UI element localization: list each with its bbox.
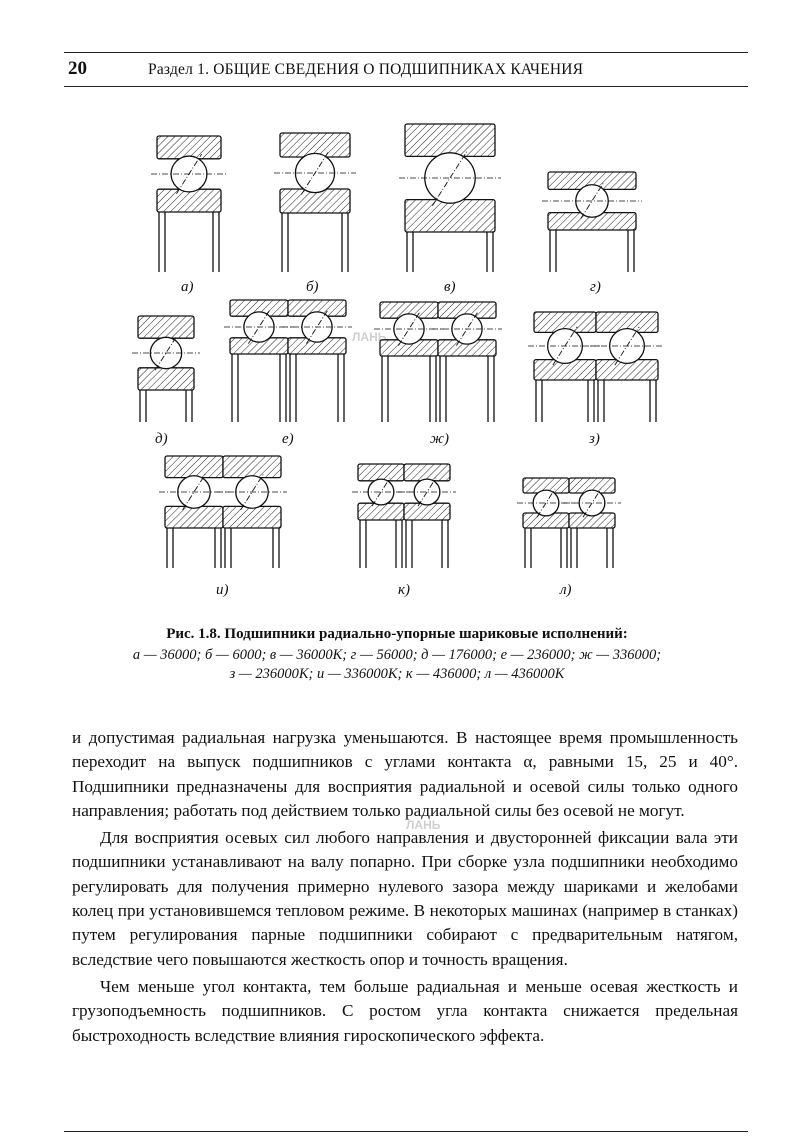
figure-caption-line-2: з — 236000К; и — 336000К; к — 436000; л — 436000К — [229, 666, 565, 682]
watermark-logo-figure — [352, 330, 386, 344]
paragraph-1: и допустимая радиальная нагрузка уменьшаются. В настоящее время промышленность переходит на выпуск подшипников с углами контакта α, равными 15, 25 и 40°. Подшипники предназначены для восприятия радиальной и осевой силы только одного направления; работать под действием только радиальной силы без осевой не могут. — [72, 728, 738, 820]
figure-label-b: б) — [306, 279, 319, 295]
bearing-i-1-inner-ring — [165, 506, 223, 528]
bearing-d-outer-ring — [138, 316, 194, 338]
bearing-i-2-outer-ring — [223, 456, 281, 478]
bearing-k-2-outer-ring — [404, 464, 450, 481]
figure-caption-title: Рис. 1.8. Подшипники радиально-упорные шариковые исполнений: — [166, 626, 628, 642]
header-rule — [64, 52, 748, 53]
footer-rule — [64, 1131, 748, 1132]
bearing-k-2-inner-ring — [404, 503, 450, 520]
page-number: 20 — [68, 58, 87, 79]
figure-caption-line-1: а — 36000; б — 6000; в — 36000К; г — 56000; д — 176000; е — 236000; ж — 336000; — [132, 647, 662, 663]
bearing-k-1-inner-ring — [358, 503, 404, 520]
figure-label-a: а) — [181, 279, 194, 295]
bearing-v-inner-ring — [405, 200, 495, 232]
figure-label-g: г) — [590, 279, 601, 295]
figure-label-z: з) — [589, 431, 600, 447]
figure-label-k: к) — [398, 582, 411, 598]
figure-label-d: д) — [155, 431, 168, 447]
bearing-a-outer-ring — [157, 136, 221, 159]
paragraph-2: Для восприятия осевых сил любого направления и двусторонней фиксации вала эти подшипники устанавливают на валу попарно. При сборке узла подшипники необходимо регулировать для получения примерно нулевого зазора между шариками и желобами колец при установившемся тепловом режиме. В некоторых машинах (например в станках) путем регулирования парные подшипники собирают с предварительным натягом, вследствие чего повышаются жесткость опор и точность вращения. — [72, 828, 738, 969]
figure-label-i: и) — [216, 582, 229, 598]
running-head: Раздел 1. ОБЩИЕ СВЕДЕНИЯ О ПОДШИПНИКАХ КАЧЕНИЯ — [148, 61, 584, 78]
bearing-v-outer-ring — [405, 124, 495, 156]
figure-label-zh: ж) — [430, 431, 449, 447]
body-text — [72, 726, 738, 1048]
bearing-i-1-outer-ring — [165, 456, 223, 478]
bearing-d-inner-ring — [138, 368, 194, 390]
watermark-text: ЛАНЬ — [352, 330, 387, 344]
figure-label-l: л) — [560, 582, 572, 598]
paragraph-3: Чем меньше угол контакта, тем больше радиальная и меньше осевая жесткость и грузоподъемность подшипников. С ростом угла контакта снижается предельная быстроходность вследствие влияния гироскопического эффекта. — [72, 976, 738, 1045]
figure-label-v: в) — [444, 279, 456, 295]
bearing-i-2-inner-ring — [223, 506, 281, 528]
bearing-k-1-outer-ring — [358, 464, 404, 481]
watermark-text: ЛАНЬ — [406, 818, 441, 832]
bearing-figure — [0, 100, 794, 610]
figure-label-e: е) — [282, 431, 294, 447]
bearing-a-inner-ring — [157, 189, 221, 212]
header-underline — [64, 86, 748, 87]
